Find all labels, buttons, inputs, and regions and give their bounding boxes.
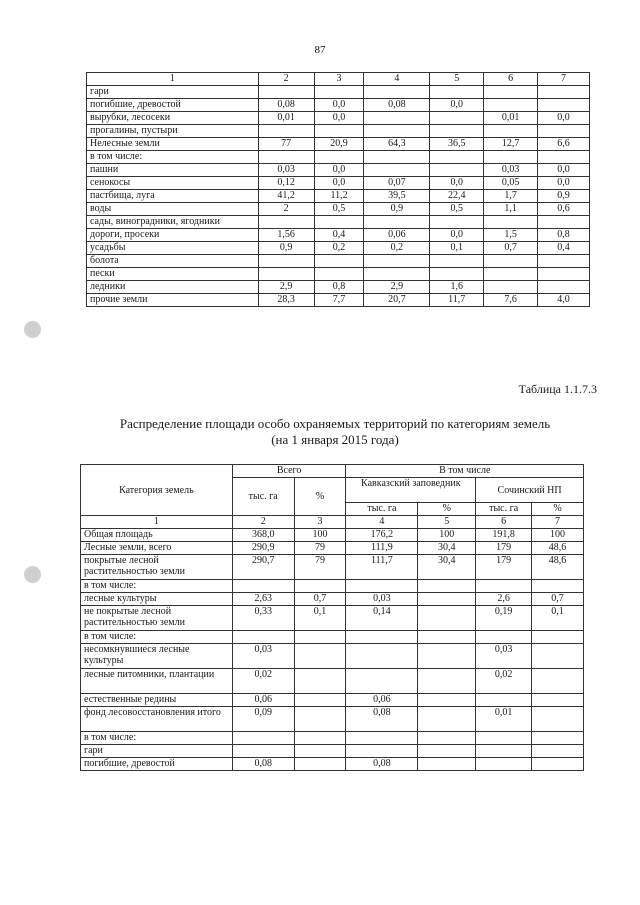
table-row bbox=[87, 112, 590, 125]
table-row bbox=[87, 86, 590, 99]
value-cell bbox=[484, 255, 538, 268]
value-cell bbox=[294, 707, 346, 732]
value-cell: 3 bbox=[314, 73, 364, 86]
table-row bbox=[87, 242, 590, 255]
row-label-cell: усадьбы bbox=[87, 242, 259, 255]
row-label-cell: пески bbox=[87, 268, 259, 281]
value-cell bbox=[484, 151, 538, 164]
row-label-cell: вырубки, лесосеки bbox=[87, 112, 259, 125]
value-cell: 22,4 bbox=[430, 190, 484, 203]
value-cell bbox=[314, 216, 364, 229]
value-cell bbox=[430, 216, 484, 229]
table-header-row bbox=[81, 465, 584, 478]
value-cell: 30,4 bbox=[418, 555, 476, 580]
value-cell bbox=[538, 255, 590, 268]
table-row bbox=[87, 164, 590, 177]
value-cell: 77 bbox=[258, 138, 314, 151]
value-cell: 0,19 bbox=[476, 606, 532, 631]
value-cell: 0,0 bbox=[314, 99, 364, 112]
value-cell bbox=[294, 732, 346, 745]
value-cell bbox=[258, 268, 314, 281]
value-cell: 0,0 bbox=[538, 177, 590, 190]
value-cell bbox=[538, 281, 590, 294]
row-label-cell: гари bbox=[81, 745, 233, 758]
value-cell bbox=[294, 745, 346, 758]
value-cell: 7 bbox=[538, 73, 590, 86]
value-cell bbox=[364, 164, 430, 177]
value-cell bbox=[476, 631, 532, 644]
value-cell: 0,01 bbox=[258, 112, 314, 125]
value-cell: 0,06 bbox=[232, 694, 294, 707]
value-cell: 0,06 bbox=[346, 694, 418, 707]
value-cell: 7,7 bbox=[314, 294, 364, 307]
header-park-ha: тыс. га bbox=[476, 503, 532, 516]
value-cell: 0,5 bbox=[314, 203, 364, 216]
value-cell: 0,06 bbox=[364, 229, 430, 242]
table-row bbox=[87, 177, 590, 190]
value-cell: 290,7 bbox=[232, 555, 294, 580]
value-cell bbox=[258, 86, 314, 99]
row-label-cell: прогалины, пустыри bbox=[87, 125, 259, 138]
value-cell: 0,02 bbox=[232, 669, 294, 694]
value-cell bbox=[430, 86, 484, 99]
value-cell: 12,7 bbox=[484, 138, 538, 151]
value-cell: 2,6 bbox=[476, 593, 532, 606]
value-cell: 0,08 bbox=[232, 758, 294, 771]
table-row bbox=[81, 745, 584, 758]
value-cell bbox=[258, 255, 314, 268]
row-label-cell: воды bbox=[87, 203, 259, 216]
value-cell bbox=[430, 112, 484, 125]
row-label-cell: несомкнувшиеся лесные культуры bbox=[81, 644, 233, 669]
value-cell: 0,2 bbox=[314, 242, 364, 255]
header-total: Всего bbox=[232, 465, 346, 478]
value-cell bbox=[346, 745, 418, 758]
value-cell: 100 bbox=[294, 529, 346, 542]
value-cell bbox=[418, 745, 476, 758]
value-cell bbox=[532, 644, 584, 669]
row-label-cell: естественные редины bbox=[81, 694, 233, 707]
value-cell bbox=[258, 151, 314, 164]
value-cell bbox=[484, 281, 538, 294]
value-cell bbox=[364, 112, 430, 125]
value-cell: 290,9 bbox=[232, 542, 294, 555]
value-cell bbox=[232, 732, 294, 745]
value-cell bbox=[364, 268, 430, 281]
value-cell bbox=[484, 268, 538, 281]
table-title-line-1: Распределение площади особо охраняемых территорий по категориям земель bbox=[119, 416, 551, 431]
column-number-cell: 5 bbox=[418, 516, 476, 529]
value-cell: 41,2 bbox=[258, 190, 314, 203]
value-cell: 0,03 bbox=[476, 644, 532, 669]
value-cell bbox=[532, 580, 584, 593]
table-row bbox=[87, 151, 590, 164]
value-cell: 0,0 bbox=[430, 99, 484, 112]
row-label-cell: покрытые лесной растительностью земли bbox=[81, 555, 233, 580]
value-cell: 179 bbox=[476, 555, 532, 580]
value-cell bbox=[232, 580, 294, 593]
value-cell bbox=[294, 580, 346, 593]
value-cell: 7,6 bbox=[484, 294, 538, 307]
value-cell: 191,8 bbox=[476, 529, 532, 542]
table-row bbox=[87, 255, 590, 268]
value-cell: 0,0 bbox=[430, 177, 484, 190]
row-label-cell: пастбища, луга bbox=[87, 190, 259, 203]
value-cell bbox=[364, 216, 430, 229]
value-cell: 0,03 bbox=[484, 164, 538, 177]
table-row bbox=[81, 580, 584, 593]
table-row bbox=[87, 294, 590, 307]
header-category: Категория земель bbox=[81, 465, 233, 516]
value-cell bbox=[418, 631, 476, 644]
value-cell bbox=[314, 86, 364, 99]
value-cell: 0,9 bbox=[538, 190, 590, 203]
table-row bbox=[81, 593, 584, 606]
value-cell bbox=[538, 268, 590, 281]
row-label-cell: погибшие, древостой bbox=[87, 99, 259, 112]
table-caption: Таблица 1.1.7.3 bbox=[518, 382, 597, 396]
value-cell: 0,12 bbox=[258, 177, 314, 190]
value-cell: 111,9 bbox=[346, 542, 418, 555]
value-cell bbox=[258, 216, 314, 229]
value-cell bbox=[476, 758, 532, 771]
row-label-cell: в том числе: bbox=[81, 732, 233, 745]
column-number-row bbox=[81, 516, 584, 529]
value-cell bbox=[430, 255, 484, 268]
value-cell: 179 bbox=[476, 542, 532, 555]
value-cell: 0,07 bbox=[364, 177, 430, 190]
value-cell: 0,03 bbox=[346, 593, 418, 606]
row-label-cell: погибшие, древостой bbox=[81, 758, 233, 771]
header-park: Сочинский НП bbox=[476, 478, 584, 503]
value-cell: 0,02 bbox=[476, 669, 532, 694]
value-cell: 100 bbox=[418, 529, 476, 542]
value-cell: 0,8 bbox=[538, 229, 590, 242]
punch-hole bbox=[24, 321, 41, 338]
value-cell: 0,1 bbox=[430, 242, 484, 255]
value-cell: 0,01 bbox=[476, 707, 532, 732]
value-cell bbox=[476, 732, 532, 745]
value-cell bbox=[476, 580, 532, 593]
table-row bbox=[81, 631, 584, 644]
value-cell bbox=[346, 580, 418, 593]
table-row bbox=[87, 190, 590, 203]
table-title bbox=[60, 416, 610, 448]
row-label-cell: не покрытые лесной растительностью земли bbox=[81, 606, 233, 631]
value-cell bbox=[532, 732, 584, 745]
table-row bbox=[87, 99, 590, 112]
value-cell: 11,7 bbox=[430, 294, 484, 307]
header-total-pct: % bbox=[294, 478, 346, 516]
table-row bbox=[81, 758, 584, 771]
table-row bbox=[87, 229, 590, 242]
table-row bbox=[81, 707, 584, 732]
table-row bbox=[87, 125, 590, 138]
value-cell: 4 bbox=[364, 73, 430, 86]
value-cell: 176,2 bbox=[346, 529, 418, 542]
value-cell: 6 bbox=[484, 73, 538, 86]
value-cell: 0,01 bbox=[484, 112, 538, 125]
value-cell bbox=[484, 125, 538, 138]
table-row bbox=[87, 138, 590, 151]
row-label-cell: Нелесные земли bbox=[87, 138, 259, 151]
column-number-cell: 3 bbox=[294, 516, 346, 529]
row-label-cell: ледники bbox=[87, 281, 259, 294]
header-reserve-ha: тыс. га bbox=[346, 503, 418, 516]
value-cell bbox=[294, 694, 346, 707]
value-cell: 0,05 bbox=[484, 177, 538, 190]
value-cell bbox=[418, 644, 476, 669]
value-cell: 0,08 bbox=[364, 99, 430, 112]
row-label-cell: в том числе: bbox=[81, 631, 233, 644]
value-cell bbox=[484, 86, 538, 99]
value-cell: 0,03 bbox=[232, 644, 294, 669]
table-row bbox=[81, 606, 584, 631]
value-cell bbox=[346, 631, 418, 644]
value-cell: 2,63 bbox=[232, 593, 294, 606]
value-cell bbox=[538, 151, 590, 164]
value-cell bbox=[430, 125, 484, 138]
value-cell: 0,1 bbox=[532, 606, 584, 631]
header-including: В том числе bbox=[346, 465, 584, 478]
value-cell: 0,8 bbox=[314, 281, 364, 294]
value-cell bbox=[532, 758, 584, 771]
value-cell: 0,0 bbox=[538, 112, 590, 125]
value-cell: 0,08 bbox=[258, 99, 314, 112]
header-total-ha: тыс. га bbox=[232, 478, 294, 516]
value-cell bbox=[538, 86, 590, 99]
value-cell: 79 bbox=[294, 555, 346, 580]
value-cell bbox=[346, 669, 418, 694]
table-row bbox=[81, 694, 584, 707]
row-label-cell: фонд лесовосстановления итого bbox=[81, 707, 233, 732]
value-cell: 28,3 bbox=[258, 294, 314, 307]
value-cell: 0,09 bbox=[232, 707, 294, 732]
value-cell bbox=[538, 216, 590, 229]
value-cell: 0,5 bbox=[430, 203, 484, 216]
row-label-cell: дороги, просеки bbox=[87, 229, 259, 242]
value-cell bbox=[294, 631, 346, 644]
column-number-cell: 7 bbox=[532, 516, 584, 529]
value-cell bbox=[430, 164, 484, 177]
value-cell: 0,1 bbox=[294, 606, 346, 631]
table-row bbox=[87, 268, 590, 281]
value-cell: 2,9 bbox=[364, 281, 430, 294]
row-label-cell: сады, виноградники, ягодники bbox=[87, 216, 259, 229]
value-cell bbox=[314, 125, 364, 138]
value-cell bbox=[484, 99, 538, 112]
value-cell: 0,0 bbox=[314, 112, 364, 125]
value-cell: 368,0 bbox=[232, 529, 294, 542]
row-label-cell: в том числе: bbox=[81, 580, 233, 593]
value-cell: 0,0 bbox=[314, 177, 364, 190]
table-row bbox=[81, 529, 584, 542]
value-cell bbox=[538, 99, 590, 112]
value-cell bbox=[294, 758, 346, 771]
value-cell bbox=[364, 151, 430, 164]
row-label-cell: пашни bbox=[87, 164, 259, 177]
value-cell bbox=[258, 125, 314, 138]
value-cell: 36,5 bbox=[430, 138, 484, 151]
value-cell: 1,7 bbox=[484, 190, 538, 203]
value-cell: 30,4 bbox=[418, 542, 476, 555]
value-cell bbox=[314, 151, 364, 164]
header-reserve: Кавказский заповедник bbox=[346, 478, 476, 503]
value-cell: 6,6 bbox=[538, 138, 590, 151]
value-cell bbox=[430, 151, 484, 164]
value-cell bbox=[346, 644, 418, 669]
header-reserve-pct: % bbox=[418, 503, 476, 516]
table-row bbox=[87, 281, 590, 294]
value-cell: 4,0 bbox=[538, 294, 590, 307]
value-cell: 48,6 bbox=[532, 555, 584, 580]
value-cell: 2 bbox=[258, 203, 314, 216]
value-cell bbox=[418, 606, 476, 631]
row-label-cell: 1 bbox=[87, 73, 259, 86]
table-row bbox=[81, 732, 584, 745]
table-row bbox=[81, 542, 584, 555]
row-label-cell: лесные культуры bbox=[81, 593, 233, 606]
value-cell bbox=[476, 694, 532, 707]
value-cell: 20,7 bbox=[364, 294, 430, 307]
value-cell bbox=[532, 745, 584, 758]
row-label-cell: Лесные земли, всего bbox=[81, 542, 233, 555]
value-cell bbox=[364, 125, 430, 138]
value-cell: 0,0 bbox=[430, 229, 484, 242]
value-cell bbox=[484, 216, 538, 229]
value-cell: 0,08 bbox=[346, 707, 418, 732]
value-cell: 1,1 bbox=[484, 203, 538, 216]
value-cell: 0,4 bbox=[314, 229, 364, 242]
value-cell: 0,9 bbox=[364, 203, 430, 216]
value-cell bbox=[314, 255, 364, 268]
value-cell bbox=[532, 694, 584, 707]
value-cell: 0,7 bbox=[294, 593, 346, 606]
value-cell bbox=[532, 707, 584, 732]
value-cell: 0,03 bbox=[258, 164, 314, 177]
value-cell: 64,3 bbox=[364, 138, 430, 151]
value-cell: 2,9 bbox=[258, 281, 314, 294]
row-label-cell: лесные питомники, плантации bbox=[81, 669, 233, 694]
value-cell bbox=[538, 125, 590, 138]
value-cell: 0,0 bbox=[314, 164, 364, 177]
value-cell bbox=[532, 631, 584, 644]
table-title-line-2: (на 1 января 2015 года) bbox=[271, 432, 399, 447]
header-park-pct: % bbox=[532, 503, 584, 516]
value-cell: 48,6 bbox=[532, 542, 584, 555]
value-cell: 20,9 bbox=[314, 138, 364, 151]
table-row bbox=[81, 644, 584, 669]
value-cell bbox=[232, 631, 294, 644]
value-cell bbox=[346, 732, 418, 745]
value-cell: 0,7 bbox=[532, 593, 584, 606]
page-number: 87 bbox=[314, 44, 326, 56]
table-row bbox=[81, 555, 584, 580]
value-cell: 0,6 bbox=[538, 203, 590, 216]
value-cell: 0,0 bbox=[538, 164, 590, 177]
value-cell: 5 bbox=[430, 73, 484, 86]
value-cell: 0,2 bbox=[364, 242, 430, 255]
table-header-row bbox=[87, 73, 590, 86]
row-label-cell: в том числе: bbox=[87, 151, 259, 164]
value-cell bbox=[430, 268, 484, 281]
table-row bbox=[87, 216, 590, 229]
value-cell: 0,4 bbox=[538, 242, 590, 255]
value-cell bbox=[418, 758, 476, 771]
value-cell bbox=[418, 580, 476, 593]
value-cell bbox=[532, 669, 584, 694]
value-cell: 0,14 bbox=[346, 606, 418, 631]
value-cell bbox=[418, 694, 476, 707]
value-cell: 39,5 bbox=[364, 190, 430, 203]
value-cell: 2 bbox=[258, 73, 314, 86]
value-cell: 1,56 bbox=[258, 229, 314, 242]
value-cell bbox=[232, 745, 294, 758]
column-number-cell: 4 bbox=[346, 516, 418, 529]
table-protected-areas bbox=[80, 464, 584, 771]
table-land-categories-continued bbox=[86, 72, 590, 307]
value-cell bbox=[418, 669, 476, 694]
value-cell: 0,33 bbox=[232, 606, 294, 631]
punch-hole bbox=[24, 566, 41, 583]
value-cell bbox=[418, 593, 476, 606]
value-cell bbox=[418, 707, 476, 732]
table-row bbox=[87, 203, 590, 216]
row-label-cell: сенокосы bbox=[87, 177, 259, 190]
value-cell: 1,5 bbox=[484, 229, 538, 242]
value-cell bbox=[476, 745, 532, 758]
column-number-cell: 2 bbox=[232, 516, 294, 529]
value-cell: 111,7 bbox=[346, 555, 418, 580]
value-cell bbox=[294, 669, 346, 694]
value-cell: 79 bbox=[294, 542, 346, 555]
column-number-cell: 1 bbox=[81, 516, 233, 529]
row-label-cell: прочие земли bbox=[87, 294, 259, 307]
row-label-cell: Общая площадь bbox=[81, 529, 233, 542]
value-cell bbox=[364, 255, 430, 268]
value-cell: 0,7 bbox=[484, 242, 538, 255]
value-cell bbox=[364, 86, 430, 99]
row-label-cell: гари bbox=[87, 86, 259, 99]
value-cell: 11,2 bbox=[314, 190, 364, 203]
column-number-cell: 6 bbox=[476, 516, 532, 529]
value-cell bbox=[294, 644, 346, 669]
value-cell bbox=[418, 732, 476, 745]
table-row bbox=[81, 669, 584, 694]
row-label-cell: болота bbox=[87, 255, 259, 268]
value-cell: 100 bbox=[532, 529, 584, 542]
value-cell: 0,9 bbox=[258, 242, 314, 255]
value-cell: 1,6 bbox=[430, 281, 484, 294]
value-cell bbox=[314, 268, 364, 281]
value-cell: 0,08 bbox=[346, 758, 418, 771]
